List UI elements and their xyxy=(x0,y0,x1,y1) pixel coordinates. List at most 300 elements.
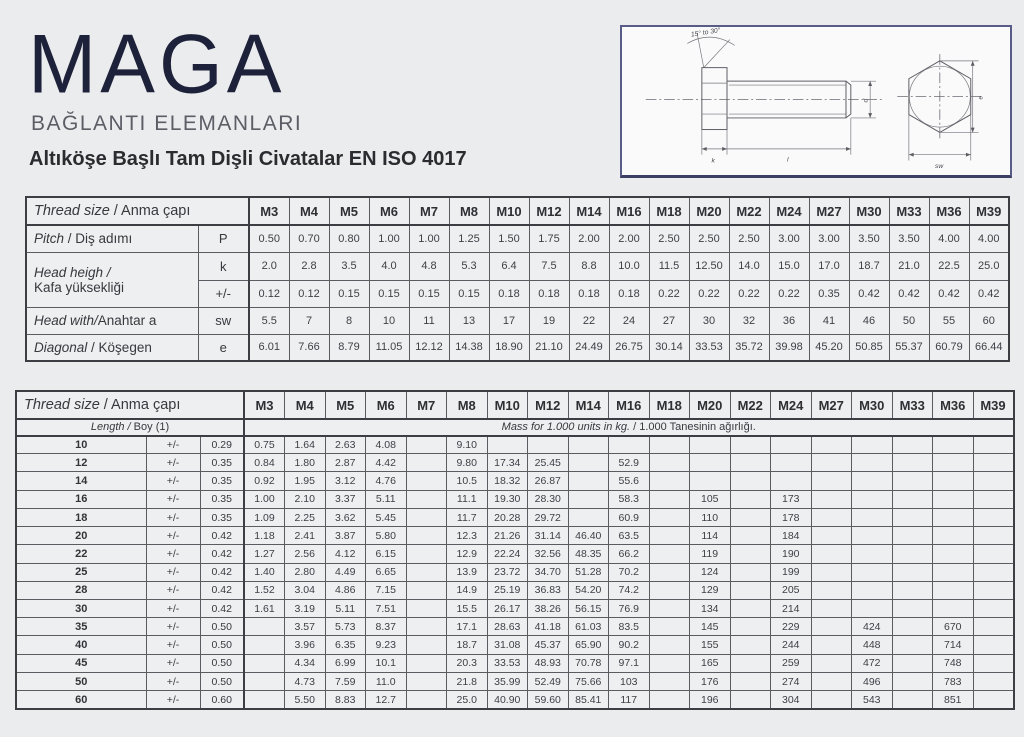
label-part: Pitch xyxy=(34,231,65,247)
label-part: / 1.000 Tanesinin ağırlığı. xyxy=(630,421,756,434)
length-value: 45 xyxy=(16,654,146,672)
mass-value: 20.28 xyxy=(487,508,528,526)
mass-value xyxy=(973,563,1014,581)
mass-value: 3.57 xyxy=(285,618,326,636)
mass-value: 21.8 xyxy=(447,672,488,690)
dimension-value: 46 xyxy=(849,307,889,334)
mass-value: 1.52 xyxy=(244,581,285,599)
mass-value xyxy=(649,691,690,709)
length-tolerance: 0.50 xyxy=(200,636,244,654)
mass-value xyxy=(649,581,690,599)
dimension-value: 24.49 xyxy=(569,334,609,361)
label-part: Kafa yüksekliği xyxy=(34,279,125,295)
label-part: Head with/ xyxy=(34,313,98,328)
mass-value: 1.80 xyxy=(285,454,326,472)
mass-value: 19.30 xyxy=(487,490,528,508)
mass-value xyxy=(649,600,690,618)
mass-value: 714 xyxy=(933,636,974,654)
label-part: Boy (1) xyxy=(130,421,170,434)
mass-value xyxy=(730,581,771,599)
mass-value: 36.83 xyxy=(528,581,569,599)
size-column-header: M18 xyxy=(649,197,689,225)
dimension-value: 13 xyxy=(449,307,489,334)
length-value: 60 xyxy=(16,691,146,709)
mass-value: 83.5 xyxy=(609,618,650,636)
dimension-value: 36 xyxy=(769,307,809,334)
dimension-value: 41 xyxy=(809,307,849,334)
mass-value: 448 xyxy=(852,636,893,654)
size-column-header: M30 xyxy=(849,197,889,225)
mass-value: 5.80 xyxy=(366,527,407,545)
mass-value: 543 xyxy=(852,691,893,709)
mass-value: 2.80 xyxy=(285,563,326,581)
mass-value: 5.50 xyxy=(285,691,326,709)
mass-value xyxy=(406,545,447,563)
length-value: 40 xyxy=(16,636,146,654)
dimension-value: 11.5 xyxy=(649,252,689,280)
mass-value xyxy=(973,636,1014,654)
mass-value xyxy=(811,508,852,526)
mass-value xyxy=(933,472,974,490)
mass-value xyxy=(892,472,933,490)
mass-value xyxy=(244,618,285,636)
mass-value: 6.35 xyxy=(325,636,366,654)
dimension-value: 0.42 xyxy=(889,280,929,307)
size-column-header: M12 xyxy=(528,391,569,419)
dimension-value: 0.42 xyxy=(849,280,889,307)
mass-value: 74.2 xyxy=(609,581,650,599)
mass-value: 46.40 xyxy=(568,527,609,545)
mass-value xyxy=(730,618,771,636)
bolt-drawing-svg xyxy=(622,27,1010,175)
label-part: / Anma çapı xyxy=(99,397,181,414)
dimension-value: 12.12 xyxy=(409,334,449,361)
dimension-value: 18.7 xyxy=(849,252,889,280)
mass-value xyxy=(406,581,447,599)
mass-value xyxy=(730,563,771,581)
dimension-value: 10 xyxy=(369,307,409,334)
size-column-header: M27 xyxy=(811,391,852,419)
size-column-header: M3 xyxy=(249,197,289,225)
dimension-value: 0.50 xyxy=(249,225,289,252)
mass-value xyxy=(892,581,933,599)
dimension-value: 4.00 xyxy=(969,225,1009,252)
mass-value xyxy=(811,472,852,490)
dimension-value: 2.50 xyxy=(649,225,689,252)
size-column-header: M20 xyxy=(689,197,729,225)
company-logo: MAGA xyxy=(28,18,286,111)
mass-value: 1.00 xyxy=(244,490,285,508)
plus-minus: +/- xyxy=(146,600,200,618)
dimension-value: 0.35 xyxy=(809,280,849,307)
mass-value xyxy=(973,618,1014,636)
size-column-header: M8 xyxy=(449,197,489,225)
mass-value: 304 xyxy=(771,691,812,709)
mass-value: 40.90 xyxy=(487,691,528,709)
size-column-header: M10 xyxy=(489,197,529,225)
mass-value xyxy=(933,545,974,563)
mass-value: 25.0 xyxy=(447,691,488,709)
plus-minus: +/- xyxy=(146,563,200,581)
mass-value xyxy=(973,600,1014,618)
dim-label-d: d xyxy=(862,98,870,103)
dimension-value: 14.0 xyxy=(729,252,769,280)
dimension-value: 8 xyxy=(329,307,369,334)
mass-value: 1.64 xyxy=(285,436,326,454)
dimension-value: 0.12 xyxy=(249,280,289,307)
mass-value: 28.30 xyxy=(528,490,569,508)
dimension-symbol: P xyxy=(198,225,249,252)
mass-value: 45.37 xyxy=(528,636,569,654)
mass-value: 11.7 xyxy=(447,508,488,526)
mass-value xyxy=(852,454,893,472)
mass-value: 52.9 xyxy=(609,454,650,472)
length-tolerance: 0.42 xyxy=(200,563,244,581)
dimension-value: 2.00 xyxy=(569,225,609,252)
dimension-value: 4.0 xyxy=(369,252,409,280)
dim-label-sw: sw xyxy=(934,163,944,171)
dimension-value: 66.44 xyxy=(969,334,1009,361)
mass-value: 4.34 xyxy=(285,654,326,672)
mass-value: 229 xyxy=(771,618,812,636)
dimension-value: 0.42 xyxy=(929,280,969,307)
mass-value xyxy=(649,672,690,690)
mass-value: 4.42 xyxy=(366,454,407,472)
mass-value: 496 xyxy=(852,672,893,690)
size-column-header: M3 xyxy=(244,391,285,419)
mass-value: 48.35 xyxy=(568,545,609,563)
mass-header xyxy=(244,419,1014,435)
dimension-row-label xyxy=(26,252,198,307)
size-column-header: M7 xyxy=(406,391,447,419)
mass-value xyxy=(568,472,609,490)
mass-value: 8.37 xyxy=(366,618,407,636)
dimension-value: 3.00 xyxy=(809,225,849,252)
mass-value xyxy=(933,581,974,599)
mass-value xyxy=(649,436,690,454)
length-value: 25 xyxy=(16,563,146,581)
length-value: 14 xyxy=(16,472,146,490)
dimension-symbol: +/- xyxy=(198,280,249,307)
mass-value: 114 xyxy=(690,527,731,545)
dimension-value: 0.18 xyxy=(609,280,649,307)
mass-value: 58.3 xyxy=(609,490,650,508)
mass-value xyxy=(690,454,731,472)
dimension-value: 3.00 xyxy=(769,225,809,252)
plus-minus: +/- xyxy=(146,545,200,563)
mass-value xyxy=(811,454,852,472)
mass-value xyxy=(973,545,1014,563)
mass-value xyxy=(973,527,1014,545)
mass-value: 205 xyxy=(771,581,812,599)
mass-value xyxy=(933,527,974,545)
mass-value: 31.14 xyxy=(528,527,569,545)
mass-value: 155 xyxy=(690,636,731,654)
mass-value xyxy=(811,600,852,618)
mass-value: 18.32 xyxy=(487,472,528,490)
mass-value xyxy=(892,436,933,454)
plus-minus: +/- xyxy=(146,618,200,636)
mass-value xyxy=(811,654,852,672)
size-column-header: M6 xyxy=(366,391,407,419)
size-column-header: M8 xyxy=(447,391,488,419)
size-column-header: M4 xyxy=(285,391,326,419)
mass-value xyxy=(892,527,933,545)
mass-value xyxy=(406,691,447,709)
plus-minus: +/- xyxy=(146,436,200,454)
dimension-value: 26.75 xyxy=(609,334,649,361)
mass-value xyxy=(730,436,771,454)
mass-value: 5.73 xyxy=(325,618,366,636)
mass-value: 29.72 xyxy=(528,508,569,526)
mass-value xyxy=(730,636,771,654)
dimension-value: 45.20 xyxy=(809,334,849,361)
label-part: Mass for 1.000 units in kg. xyxy=(501,421,631,434)
mass-value: 2.87 xyxy=(325,454,366,472)
dimension-value: 22.5 xyxy=(929,252,969,280)
mass-value: 6.99 xyxy=(325,654,366,672)
mass-value: 61.03 xyxy=(568,618,609,636)
mass-value xyxy=(852,472,893,490)
plus-minus: +/- xyxy=(146,581,200,599)
mass-value xyxy=(811,527,852,545)
mass-value: 6.65 xyxy=(366,563,407,581)
mass-value: 110 xyxy=(690,508,731,526)
size-column-header: M5 xyxy=(325,391,366,419)
plus-minus: +/- xyxy=(146,527,200,545)
dimension-value: 60.79 xyxy=(929,334,969,361)
mass-value: 0.92 xyxy=(244,472,285,490)
mass-value: 2.63 xyxy=(325,436,366,454)
length-tolerance: 0.35 xyxy=(200,508,244,526)
mass-value xyxy=(690,436,731,454)
length-tolerance: 0.35 xyxy=(200,454,244,472)
dimension-value: 7 xyxy=(289,307,329,334)
dimension-value: 0.42 xyxy=(969,280,1009,307)
mass-value xyxy=(406,454,447,472)
mass-value: 472 xyxy=(852,654,893,672)
mass-value xyxy=(933,563,974,581)
mass-value xyxy=(730,672,771,690)
length-tolerance: 0.60 xyxy=(200,691,244,709)
mass-value: 3.62 xyxy=(325,508,366,526)
mass-value: 54.20 xyxy=(568,581,609,599)
dimension-value: 22 xyxy=(569,307,609,334)
dimension-value: 50 xyxy=(889,307,929,334)
mass-value xyxy=(892,563,933,581)
label-part: Diagonal xyxy=(34,339,88,355)
dimension-value: 60 xyxy=(969,307,1009,334)
mass-value: 8.83 xyxy=(325,691,366,709)
mass-value xyxy=(406,672,447,690)
mass-value xyxy=(973,672,1014,690)
mass-value: 670 xyxy=(933,618,974,636)
mass-value xyxy=(730,508,771,526)
thread-size-header xyxy=(16,391,244,419)
mass-value: 66.2 xyxy=(609,545,650,563)
mass-value xyxy=(487,436,528,454)
mass-value xyxy=(244,636,285,654)
mass-value: 274 xyxy=(771,672,812,690)
dimension-value: 0.22 xyxy=(649,280,689,307)
mass-value: 2.56 xyxy=(285,545,326,563)
mass-value xyxy=(649,472,690,490)
length-value: 28 xyxy=(16,581,146,599)
size-column-header: M14 xyxy=(569,197,609,225)
mass-value: 145 xyxy=(690,618,731,636)
mass-value: 48.93 xyxy=(528,654,569,672)
mass-value: 4.08 xyxy=(366,436,407,454)
mass-value xyxy=(973,454,1014,472)
size-column-header: M39 xyxy=(973,391,1014,419)
dimension-value: 2.00 xyxy=(609,225,649,252)
mass-value xyxy=(690,472,731,490)
plus-minus: +/- xyxy=(146,490,200,508)
dimension-value: 15.0 xyxy=(769,252,809,280)
dimension-value: 1.00 xyxy=(409,225,449,252)
mass-value: 1.18 xyxy=(244,527,285,545)
mass-value: 52.49 xyxy=(528,672,569,690)
mass-value: 176 xyxy=(690,672,731,690)
dimension-value: 6.01 xyxy=(249,334,289,361)
mass-value: 2.25 xyxy=(285,508,326,526)
mass-value: 33.53 xyxy=(487,654,528,672)
mass-value xyxy=(933,436,974,454)
mass-value: 10.1 xyxy=(366,654,407,672)
mass-value xyxy=(973,508,1014,526)
mass-value: 9.80 xyxy=(447,454,488,472)
mass-value: 129 xyxy=(690,581,731,599)
size-column-header: M24 xyxy=(769,197,809,225)
mass-value xyxy=(771,436,812,454)
mass-value: 65.90 xyxy=(568,636,609,654)
size-column-header: M36 xyxy=(929,197,969,225)
mass-value: 173 xyxy=(771,490,812,508)
mass-value xyxy=(892,654,933,672)
mass-value xyxy=(892,545,933,563)
technical-drawing xyxy=(620,25,1012,178)
mass-value xyxy=(933,490,974,508)
mass-value: 178 xyxy=(771,508,812,526)
dimension-value: 39.98 xyxy=(769,334,809,361)
label-part: / Diş adımı xyxy=(64,231,133,247)
dimensions-table xyxy=(25,196,1010,362)
mass-value: 0.84 xyxy=(244,454,285,472)
dimension-value: 1.75 xyxy=(529,225,569,252)
length-value: 12 xyxy=(16,454,146,472)
dimension-value: 7.66 xyxy=(289,334,329,361)
dim-label-l: l xyxy=(786,156,789,164)
length-tolerance: 0.42 xyxy=(200,600,244,618)
mass-value: 26.17 xyxy=(487,600,528,618)
mass-value xyxy=(406,436,447,454)
dimension-value: 14.38 xyxy=(449,334,489,361)
dimension-value: 0.80 xyxy=(329,225,369,252)
label-part: Head heigh / xyxy=(34,264,111,280)
mass-value: 76.9 xyxy=(609,600,650,618)
mass-value: 4.12 xyxy=(325,545,366,563)
plus-minus: +/- xyxy=(146,654,200,672)
dimension-value: 0.15 xyxy=(329,280,369,307)
size-column-header: M6 xyxy=(369,197,409,225)
mass-value xyxy=(811,691,852,709)
mass-value: 3.04 xyxy=(285,581,326,599)
mass-value: 63.5 xyxy=(609,527,650,545)
mass-value xyxy=(649,454,690,472)
mass-value: 3.19 xyxy=(285,600,326,618)
mass-value: 134 xyxy=(690,600,731,618)
dimension-value: 0.15 xyxy=(449,280,489,307)
mass-value xyxy=(973,436,1014,454)
mass-value: 25.19 xyxy=(487,581,528,599)
mass-value: 1.27 xyxy=(244,545,285,563)
mass-value: 59.60 xyxy=(528,691,569,709)
mass-value xyxy=(406,472,447,490)
mass-value: 5.11 xyxy=(366,490,407,508)
mass-value xyxy=(730,527,771,545)
mass-value: 56.15 xyxy=(568,600,609,618)
mass-value: 196 xyxy=(690,691,731,709)
mass-value xyxy=(892,636,933,654)
size-column-header: M18 xyxy=(649,391,690,419)
mass-value: 259 xyxy=(771,654,812,672)
dimension-value: 0.12 xyxy=(289,280,329,307)
mass-value xyxy=(730,472,771,490)
length-tolerance: 0.29 xyxy=(200,436,244,454)
dimension-value: 8.79 xyxy=(329,334,369,361)
mass-value: 26.87 xyxy=(528,472,569,490)
mass-value: 21.26 xyxy=(487,527,528,545)
mass-value xyxy=(811,490,852,508)
mass-value: 4.86 xyxy=(325,581,366,599)
mass-value xyxy=(771,472,812,490)
label-part: Anahtar a xyxy=(97,313,157,328)
mass-value xyxy=(730,600,771,618)
length-value: 30 xyxy=(16,600,146,618)
dimension-value: 1.50 xyxy=(489,225,529,252)
dimension-value: 0.70 xyxy=(289,225,329,252)
length-header xyxy=(16,419,244,435)
label-part: / Köşegen xyxy=(87,339,152,355)
mass-value: 75.66 xyxy=(568,672,609,690)
mass-value xyxy=(730,545,771,563)
length-tolerance: 0.35 xyxy=(200,490,244,508)
dimension-value: 2.50 xyxy=(689,225,729,252)
mass-value: 70.2 xyxy=(609,563,650,581)
mass-value: 41.18 xyxy=(528,618,569,636)
mass-value xyxy=(933,508,974,526)
size-column-header: M39 xyxy=(969,197,1009,225)
size-column-header: M33 xyxy=(892,391,933,419)
mass-value xyxy=(811,545,852,563)
mass-value xyxy=(933,454,974,472)
length-tolerance: 0.50 xyxy=(200,672,244,690)
mass-value xyxy=(852,490,893,508)
mass-value: 7.15 xyxy=(366,581,407,599)
mass-value: 2.41 xyxy=(285,527,326,545)
dimension-row-label xyxy=(26,334,198,361)
mass-value: 214 xyxy=(771,600,812,618)
dimension-value: 0.18 xyxy=(529,280,569,307)
mass-value: 3.12 xyxy=(325,472,366,490)
mass-value: 190 xyxy=(771,545,812,563)
mass-value xyxy=(406,618,447,636)
mass-value: 15.5 xyxy=(447,600,488,618)
dimension-value: 11.05 xyxy=(369,334,409,361)
dimension-value: 33.53 xyxy=(689,334,729,361)
dimension-value: 30.14 xyxy=(649,334,689,361)
mass-value xyxy=(568,436,609,454)
